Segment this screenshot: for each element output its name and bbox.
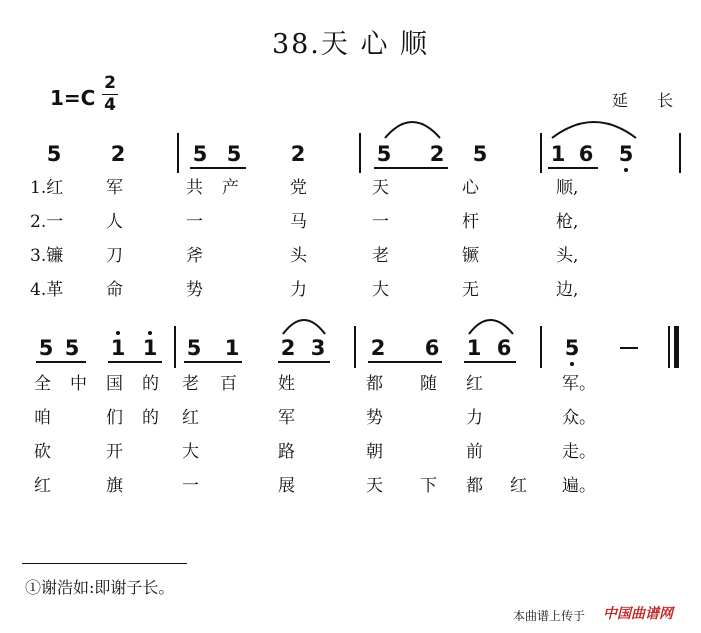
lyric: 走。: [562, 442, 596, 462]
lyric: 随: [420, 374, 437, 394]
verse-1-line2: [0, 374, 701, 394]
note: 1: [466, 336, 482, 360]
verse-4: [0, 280, 701, 300]
lyric: 路: [278, 442, 295, 462]
lyric: 红: [182, 408, 199, 428]
lyric: 百: [220, 374, 237, 394]
beam: [184, 361, 242, 363]
lyric: 马: [290, 212, 307, 232]
note: 2: [290, 142, 306, 166]
note: 1: [550, 142, 566, 166]
lyric: 3.镰: [30, 246, 64, 266]
lyric: 杆: [462, 212, 479, 232]
lyric: 顺,: [556, 178, 579, 198]
note: 6: [496, 336, 512, 360]
lyric: 4.革: [30, 280, 64, 300]
lyric: 咱: [34, 408, 51, 428]
lyric: 们: [106, 408, 123, 428]
lyric: 边,: [556, 280, 579, 300]
note: 5: [46, 142, 62, 166]
beam: [278, 361, 330, 363]
lyric: 势: [186, 280, 203, 300]
lyric: 一: [186, 212, 203, 232]
lyric: 下: [420, 476, 437, 496]
note-high: 1: [106, 336, 130, 360]
note: 6: [578, 142, 594, 166]
note: 2: [110, 142, 126, 166]
lyric: 全: [34, 374, 51, 394]
note: 3: [310, 336, 326, 360]
note-high: 1: [138, 336, 162, 360]
barline: [540, 326, 542, 368]
note-low: 5: [560, 336, 584, 360]
slur-4: [469, 320, 513, 334]
lyric: 都: [366, 374, 383, 394]
verse-3-line2: [0, 442, 701, 462]
extension-dash: [620, 347, 638, 349]
source-text: 本曲谱上传于: [513, 609, 586, 623]
beam: [374, 167, 448, 169]
lyric: 姓: [278, 374, 295, 394]
slur-1: [385, 122, 440, 138]
lyric: 产: [222, 178, 239, 198]
barline: [679, 133, 681, 173]
lyric: 砍: [34, 442, 51, 462]
lyric: 一: [182, 476, 199, 496]
lyric: 军。: [562, 374, 596, 394]
beam: [36, 361, 86, 363]
lyric: 力: [466, 408, 483, 428]
note: 2: [429, 142, 445, 166]
lyric: 的: [142, 374, 159, 394]
lyric: 红: [466, 374, 483, 394]
final-barline-thick: [674, 326, 679, 368]
footnote: ①谢浩如:即谢子长。: [25, 578, 175, 597]
lyric: 人: [106, 212, 123, 232]
note: 5: [376, 142, 392, 166]
verse-3: [0, 246, 701, 266]
beam: [368, 361, 442, 363]
verse-1: [0, 178, 701, 198]
note: 5: [38, 336, 54, 360]
lyric: 共: [186, 178, 203, 198]
time-bottom: 4: [104, 95, 116, 115]
region-label: 延 长: [612, 91, 686, 110]
lyric: 心: [462, 178, 479, 198]
note: 1: [224, 336, 240, 360]
lyric: 力: [290, 280, 307, 300]
lyric: 枪,: [556, 212, 579, 232]
lyric: 众。: [562, 408, 596, 428]
beam: [464, 361, 516, 363]
lyric: 头: [290, 246, 307, 266]
lyric: 无: [462, 280, 479, 300]
lyric: 天: [366, 476, 383, 496]
beam: [108, 361, 162, 363]
lyric: 大: [372, 280, 389, 300]
note: 5: [192, 142, 208, 166]
lyric: 军: [106, 178, 123, 198]
lyric: 斧: [186, 246, 203, 266]
note: 5: [186, 336, 202, 360]
note: 2: [370, 336, 386, 360]
lyric: 开: [106, 442, 123, 462]
note: 6: [424, 336, 440, 360]
lyric: 命: [106, 280, 123, 300]
slur-3: [283, 320, 325, 334]
lyric: 镢: [462, 246, 479, 266]
lyric: 遍。: [562, 476, 596, 496]
barline: [354, 326, 356, 368]
lyric: 头,: [556, 246, 579, 266]
lyric: 旗: [106, 476, 123, 496]
barline: [174, 326, 176, 368]
lyric: 中: [70, 374, 87, 394]
slur-2: [552, 122, 636, 138]
lyric: 党: [290, 178, 307, 198]
beam: [190, 167, 246, 169]
lyric: 1.红: [30, 178, 64, 198]
lyric: 前: [466, 442, 483, 462]
barline: [540, 133, 542, 173]
footnote-divider: [22, 563, 187, 564]
song-title: 38.天 心 顺: [271, 29, 430, 60]
lyric: 刀: [106, 246, 123, 266]
time-top: 2: [104, 73, 116, 93]
final-barline-thin: [668, 326, 670, 368]
lyric: 势: [366, 408, 383, 428]
key-signature: 1=C: [50, 86, 96, 110]
lyric: 一: [372, 212, 389, 232]
lyric: 红: [510, 476, 527, 496]
lyric: 天: [372, 178, 389, 198]
lyric: 朝: [366, 442, 383, 462]
verse-2-line2: [0, 408, 701, 428]
lyric: 红: [34, 476, 51, 496]
lyric: 老: [182, 374, 199, 394]
note-low: 5: [614, 142, 638, 166]
lyric: 的: [142, 408, 159, 428]
lyric: 展: [278, 476, 295, 496]
verse-2: [0, 212, 701, 232]
note: 2: [280, 336, 296, 360]
lyric: 国: [106, 374, 123, 394]
site-logo[interactable]: 中国曲谱网: [603, 606, 673, 622]
lyric: 老: [372, 246, 389, 266]
lyric: 军: [278, 408, 295, 428]
barline: [177, 133, 179, 173]
lyric: 大: [182, 442, 199, 462]
note: 5: [64, 336, 80, 360]
note: 5: [226, 142, 242, 166]
verse-4-line2: [0, 476, 701, 496]
beam: [548, 167, 598, 169]
lyric: 都: [466, 476, 483, 496]
barline: [359, 133, 361, 173]
note: 5: [472, 142, 488, 166]
lyric: 2.一: [30, 212, 64, 232]
